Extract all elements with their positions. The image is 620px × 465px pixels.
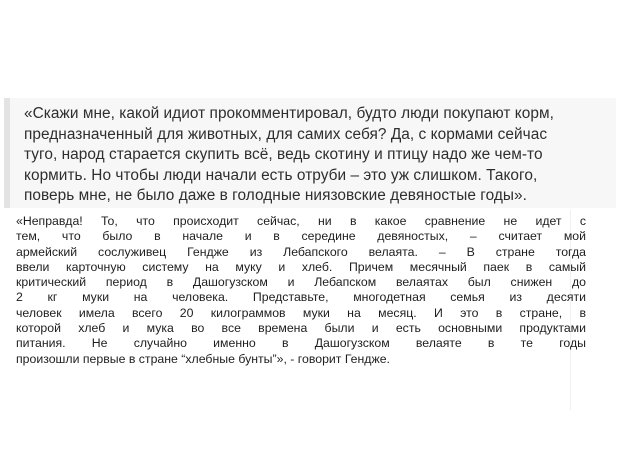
- article-paragraph: [16, 214, 586, 367]
- quote-line: «Скажи мне, какой идиот прокомментировал, будто люди покупают корм,: [24, 105, 554, 122]
- article-line: произошли первые в стране “хлебные бунты”», - говорит Гендже.: [16, 351, 390, 366]
- article-line: 2 кг муки на человека. Представьте, многодетная семья из десяти: [16, 290, 586, 305]
- blockquote: [24, 104, 610, 207]
- article-line: питания. Не случайно именно в Дашогузском велаяте в те годы: [16, 336, 586, 351]
- quote-left-bar: [4, 98, 10, 208]
- quote-line: поверь мне, не было даже в голодные ниязовские девяностые годы».: [24, 187, 527, 204]
- article-line: человек имела всего 20 килограммов муки на месяц. И это в стране, в: [16, 305, 586, 320]
- article-line: армейский сослуживец Гендже из Лебапского велаята. – В стране тогда: [16, 244, 586, 259]
- quote-line: туго, народ старается скупить всё, ведь скотину и птицу надо же чем-то: [24, 146, 543, 163]
- article-line: которой хлеб и мука во все времена были и есть основными продуктами: [16, 321, 586, 336]
- article-line: критический период в Дашогузском и Лебапском велаятах был снижен до: [16, 275, 586, 290]
- article-line: тем, что было в начале и в середине девяностых, – считает мой: [16, 229, 586, 244]
- article-line: «Неправда! То, что происходит сейчас, ни в какое сравнение не идет с: [16, 214, 586, 228]
- article-line: ввели карточную систему на муку и хлеб. Причем месячный паек в самый: [16, 259, 586, 274]
- quote-line: предназначенный для животных, для самих себя? Да, с кормами сейчас: [24, 125, 548, 143]
- quote-line: кормить. Но чтобы люди начали есть отруби – это уж слишком. Такого,: [24, 166, 538, 184]
